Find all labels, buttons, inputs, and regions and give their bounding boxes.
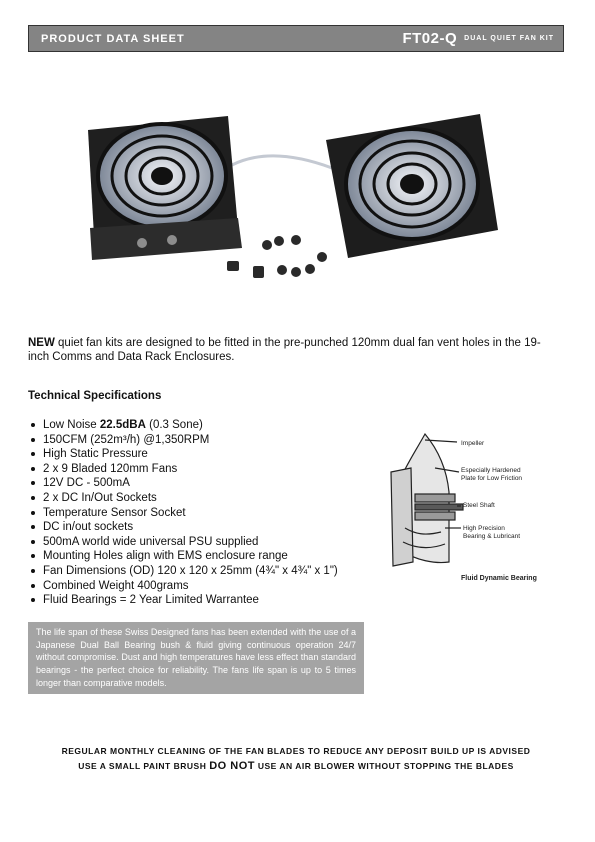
spec-item: Mounting Holes align with EMS enclosure range (28, 549, 388, 564)
intro-paragraph (28, 336, 548, 364)
label-plate-1: Especially Hardened (461, 467, 521, 474)
spec-item: 2 x DC In/Out Sockets (28, 491, 388, 506)
right-fan (326, 114, 498, 258)
section-title: PRODUCT DATA SHEET (41, 32, 185, 45)
specs-heading: Technical Specifications (28, 390, 162, 402)
cable (232, 156, 332, 168)
header-bar (28, 25, 564, 52)
spec-item: 2 x 9 Bladed 120mm Fans (28, 462, 388, 477)
product-photo (82, 110, 502, 290)
spec-item: Fan Dimensions (OD) 120 x 120 x 25mm (4¾" x 4¾" x 1") (28, 564, 388, 579)
product-name: DUAL QUIET FAN KIT (464, 35, 554, 42)
bearing-diagram (385, 432, 555, 587)
spec-item: 12V DC - 500mA (28, 476, 388, 491)
label-bearing-2: Bearing & Lubricant (463, 533, 521, 540)
label-impeller: Impeller (461, 440, 485, 447)
spec-item: DC in/out sockets (28, 520, 388, 535)
cleaning-advice (28, 744, 564, 774)
bearing-cutaway (391, 434, 463, 566)
specs-list (28, 418, 388, 608)
spec-item: Low Noise 22.5dBA (0.3 Sone) (28, 418, 388, 433)
intro-highlight: NEW (28, 337, 55, 349)
cleaning-advice-line-1: REGULAR MONTHLY CLEANING OF THE FAN BLADES TO REDUCE ANY DEPOSIT BUILD UP IS ADVISED (61, 746, 531, 756)
spec-item: Fluid Bearings = 2 Year Limited Warrantee (28, 593, 388, 608)
do-not-emphasis: DO NOT (209, 760, 255, 772)
spec-item: Combined Weight 400grams (28, 579, 388, 594)
product-title (402, 30, 554, 47)
label-plate-2: Plate for Low Friction (461, 475, 523, 482)
cleaning-advice-line-2: USE A SMALL PAINT BRUSH DO NOT USE AN AIR BLOWER WITHOUT STOPPING THE BLADES (78, 760, 514, 772)
spec-item: 500mA world wide universal PSU supplied (28, 535, 388, 550)
label-shaft: Steel Shaft (463, 502, 495, 509)
mounting-screws (227, 235, 327, 278)
spec-item: 150CFM (252m³/h) @1,350RPM (28, 433, 388, 448)
product-code: FT02-Q (402, 30, 458, 47)
left-fan (88, 116, 242, 260)
intro-text: quiet fan kits are designed to be fitted in the pre-punched 120mm dual fan vent holes in the 19-inch Comms and Data Rack Enclosures. (28, 337, 541, 363)
bearing-note: The life span of these Swiss Designed fans has been extended with the use of a Japanese Dual Ball Bearing bush & fluid giving continuous operation 24/7 without compromise. Dust and high temperatures have less effect than standard bearings - the perfect choice for reliability. The fans life span is up to 5 times longer than comparative models. (28, 622, 364, 694)
spec-item: Temperature Sensor Socket (28, 506, 388, 521)
spec-item: High Static Pressure (28, 447, 388, 462)
diagram-caption: Fluid Dynamic Bearing (461, 575, 537, 582)
label-bearing-1: High Precision (463, 525, 505, 532)
